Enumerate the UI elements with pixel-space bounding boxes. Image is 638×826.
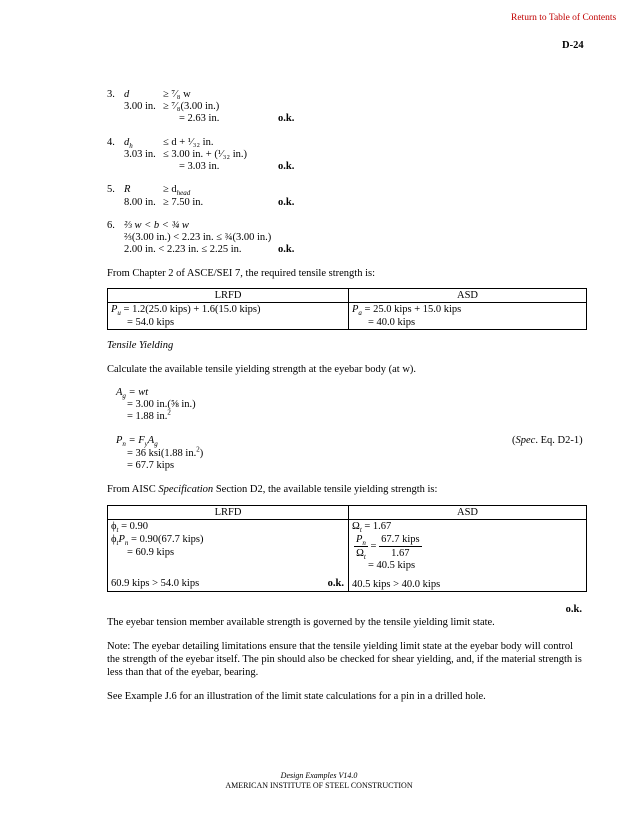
lrfd-cell: $P_u = 1.2(25.0$ kips) + 1.6(15.0 kips) = 54.0 kips — [108, 303, 349, 330]
item-number: 5. — [107, 184, 115, 195]
lrfd-cell: $\phi_t = 0.90$ $\phi_tP_n = 0.90(67.7$ kips) = 60.9 kips 60.9 kips > 54.0 kips o.k. — [108, 520, 349, 592]
item-number: 4. — [107, 137, 115, 148]
spec-reference: (Spec. Eq. D2-1) — [512, 435, 583, 446]
ag-line: $A_g$ = wt — [116, 387, 149, 401]
footer-title: Design Examples V14.0 — [280, 771, 358, 780]
pn-line: = 36 ksi(1.88 in.$^2$) — [127, 445, 204, 459]
return-to-toc-link[interactable]: Return to Table of Contents — [511, 13, 617, 23]
page-number: D-24 — [562, 40, 584, 51]
item-value: 8.00 in. — [124, 197, 156, 208]
item-value: 3.00 in. — [124, 101, 156, 112]
calc-paragraph: Calculate the available tensile yielding strength at the eyebar body (at w). — [107, 364, 417, 375]
item-result: = 3.03 in. — [179, 161, 220, 172]
item-expr: ≥ 7.50 in. — [163, 197, 204, 208]
ok-mark: o.k. — [278, 113, 295, 124]
asce-paragraph: From Chapter 2 of ASCE/SEI 7, the required tensile strength is: — [107, 268, 376, 279]
ok-mark: o.k. — [278, 161, 295, 172]
section-heading: Tensile Yielding — [107, 340, 174, 351]
pn-line: = 67.7 kips — [127, 460, 175, 471]
see-example-paragraph: See Example J.6 for an illustration of the limit state calculations for a pin in a drilled hole. — [107, 691, 486, 702]
ag-line: = 1.88 in.$^2$ — [127, 408, 171, 422]
item-expr: ≥ $d_{head}$ — [163, 184, 191, 198]
item-var: $d_h$ — [124, 137, 133, 151]
item-expr: ≤ d + ¹⁄₃₂ in. — [163, 137, 214, 148]
item-result: = 2.63 in. — [179, 113, 220, 124]
item-number: 3. — [107, 89, 115, 100]
item-expr: ⅔ w < b < ¾ w — [124, 220, 189, 231]
lrfd-header: LRFD — [108, 289, 349, 303]
pn-line: $P_n = F_yA_g$ — [116, 435, 158, 449]
footer-org: AMERICAN INSTITUTE OF STEEL CONSTRUCTION — [225, 781, 413, 790]
governed-paragraph: The eyebar tension member available strength is governed by the tensile yielding limit state. — [107, 617, 495, 628]
item-var: d — [124, 89, 130, 100]
item-number: 6. — [107, 220, 115, 231]
item-value: 3.03 in. — [124, 149, 156, 160]
asd-cell: $P_a = 25.0$ kips + 15.0 kips = 40.0 kips — [349, 303, 587, 330]
asd-cell: $\Omega_t = 1.67$ $\frac{P_n}{\Omega_t}$ = $\frac{\text{67.7 kips}}{1.67}$ = 40.5 kips 40.5 kips > 40.0 kips o.k. — [349, 520, 587, 592]
item-expr: ≥ ⁷⁄₈(3.00 in.) — [163, 101, 220, 112]
ag-line: = 3.00 in.(⅝ in.) — [127, 399, 196, 410]
available-strength-table — [107, 505, 587, 615]
item-expr: ⅔(3.00 in.) < 2.23 in. ≤ ¾(3.00 in.) — [124, 232, 272, 243]
asd-header: ASD — [349, 506, 587, 520]
item-result: 2.00 in. < 2.23 in. ≤ 2.25 in. — [124, 244, 242, 255]
note-line: Note: The eyebar detailing limitations ensure that the tensile yielding limit state at the eyebar body will control — [107, 641, 574, 652]
asd-header: ASD — [349, 289, 587, 303]
item-expr: ≤ 3.00 in. + (¹⁄₃₂ in.) — [163, 149, 247, 160]
lrfd-header: LRFD — [108, 506, 349, 520]
required-strength-table — [107, 288, 587, 330]
ok-mark: o.k. — [278, 197, 295, 208]
item-var: R — [124, 184, 131, 195]
aisc-paragraph: From AISC Specification Section D2, the available tensile yielding strength is: — [107, 484, 438, 495]
ok-mark: o.k. — [278, 244, 295, 255]
note-line: the strength of the eyebar itself. The pin should also be checked for shear yielding, and, if the material strength is — [107, 654, 582, 665]
item-expr: ≥ ⁷⁄₈ w — [163, 89, 191, 100]
note-line: less than that of the eyebar, bearing. — [107, 667, 259, 678]
